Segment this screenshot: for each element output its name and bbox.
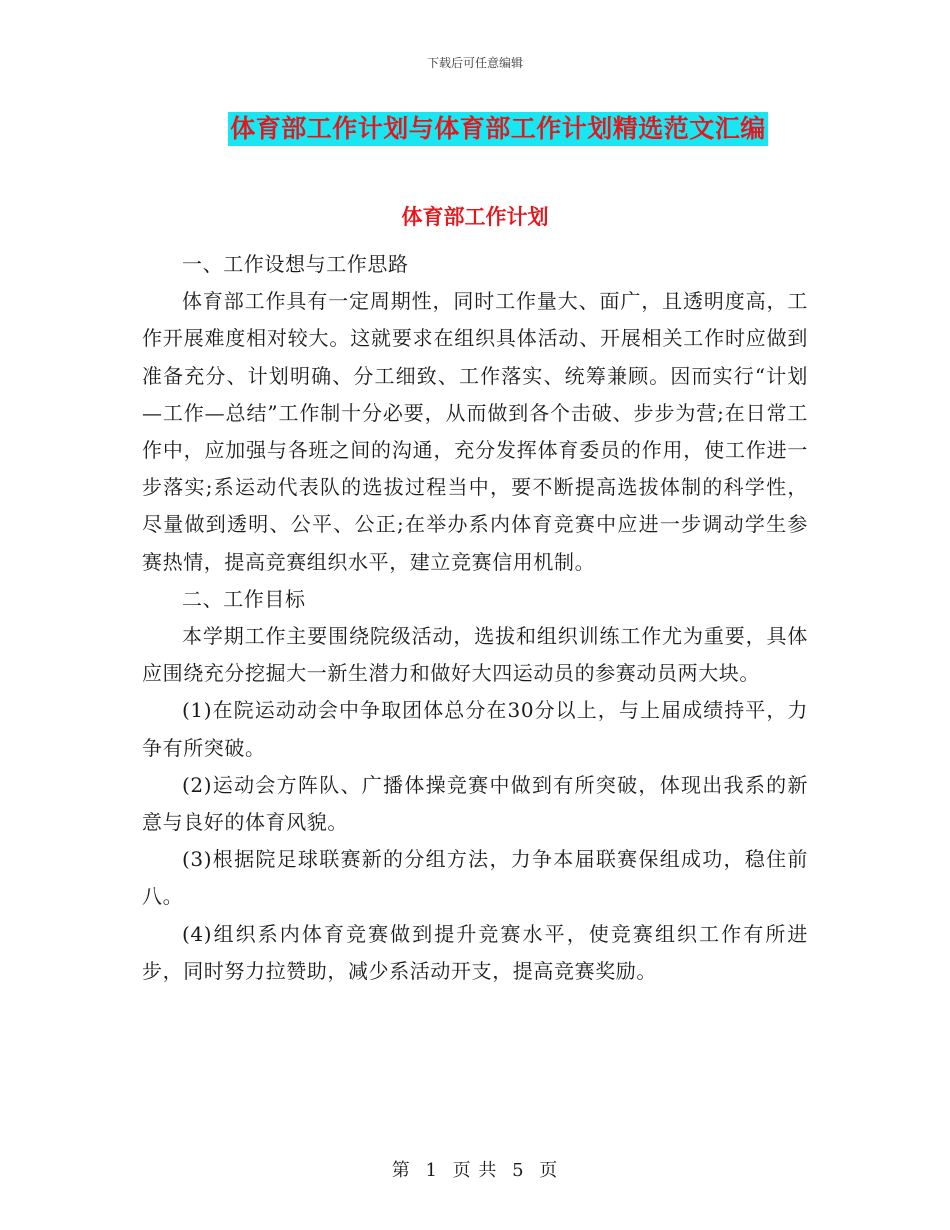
list-item: (3)根据院足球联赛新的分组方法，力争本届联赛保组成功，稳住前八。 bbox=[142, 847, 808, 909]
section-title: 体育部工作计划 bbox=[401, 204, 549, 229]
paragraph: 本学期工作主要围绕院级活动，选拔和组织训练工作尤为重要，具体应围绕充分挖掘大一新生潜力和做好大四运动员的参赛动员两大块。 bbox=[142, 624, 808, 686]
current-page-number: 1 bbox=[425, 1160, 438, 1181]
heading-2: 二、工作目标 bbox=[182, 586, 306, 611]
page-prefix: 第 bbox=[391, 1160, 411, 1181]
document-title: 体育部工作计划与体育部工作计划精选范文汇编 bbox=[228, 112, 768, 146]
list-item: (4)组织系内体育竞赛做到提升竞赛水平，使竞赛组织工作有所进步，同时努力拉赞助，减少系活动开支，提高竞赛奖励。 bbox=[142, 921, 808, 983]
document-title-wrap bbox=[0, 112, 950, 146]
page-footer bbox=[0, 1156, 950, 1182]
body-text bbox=[142, 246, 808, 990]
list-item: (2)运动会方阵队、广播体操竞赛中做到有所突破，体现出我系的新意与良好的体育风貌。 bbox=[142, 772, 808, 835]
heading-1: 一、工作设想与工作思路 bbox=[182, 252, 409, 276]
header-note: 下载后可任意编辑 bbox=[426, 56, 523, 70]
total-pages-number: 5 bbox=[512, 1160, 525, 1181]
page-mid: 页 共 bbox=[452, 1160, 498, 1181]
paragraph: 体育部工作具有一定周期性，同时工作量大、面广，且透明度高，工作开展难度相对较大。这就要求在组织具体活动、开展相关工作时应做到准备充分、计划明确、分工细致、工作落实、统筹兼顾。因而实行“计划—工作—总结”工作制十分必要，从而做到各个击破、步步为营;在日常工作中，应加强与各班之间的沟通，充分发挥体育委员的作用，使工作进一步落实;系运动代表队的选拔过程当中，要不断提高选拔体制的科学性，尽量做到透明、公平、公正;在举办系内体育竞赛中应进一步调动学生参赛热情，提高竞赛组织水平，建立竞赛信用机制。 bbox=[142, 289, 808, 574]
list-item: (1)在院运动动会中争取团体总分在30分以上，与上届成绩持平，力争有所突破。 bbox=[142, 698, 808, 760]
page-suffix: 页 bbox=[539, 1160, 559, 1181]
